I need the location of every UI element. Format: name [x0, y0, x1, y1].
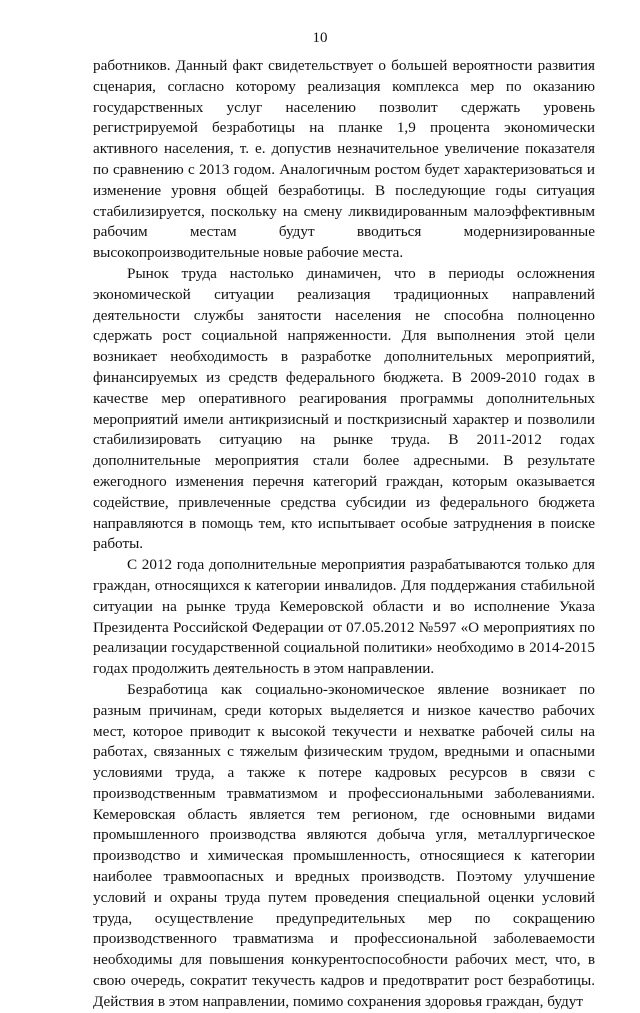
paragraph-labor-market: Рынок труда настолько динамичен, что в периоды осложнения экономической ситуации реализация традиционных направлений деятельности службы занятости населения не способна полноценно сдержать рост социальной напряженности. Для выполнения этой цели возникает необходимость в разработке дополнительных мероприятий, финансируемых из средств федерального бюджета. В 2009-2010 годах в качестве мер оперативного реагирования программы дополнительных мероприятий имели антикризисный и посткризисный характер и позволили стабилизировать ситуацию на рынке труда. В 2011-2012 годах дополнительные мероприятия стали более адресными. В результате ежегодного изменения перечня категорий граждан, которым оказывается содействие, привлеченные средства субсидии из федерального бюджета направляются в помощь тем, кто испытывает особые затруднения в поиске работы.	[93, 264, 595, 553]
paragraph-unemployment-causes: Безработица как социально-экономическое явление возникает по разным причинам, среди которых выделяется и низкое качество рабочих мест, которое приводит к высокой текучести и нехватке рабочей силы на работах, связанных с тяжелым физическим трудом, вредными и опасными условиями труда, а также к потере кадровых ресурсов в связи с производственным травматизмом и профессиональными заболеваниями. Кемеровская область является тем регионом, где основными видами промышленного производства являются добыча угля, металлургическое производство и химическая промышленность, относящиеся к категории наиболее травмоопасных и вредных производств. Поэтому улучшение условий и охраны труда путем проведения специальной оценки условий труда, осуществление предупредительных мер по сокращению производственного травматизма и профессиональной заболеваемости необходимы для повышения конкурентоспособности рабочих мест, что, в свою очередь, сократит текучесть кадров и предотвратит рост безработицы. Действия в этом направлении, помимо сохранения здоровья граждан, будут	[93, 680, 595, 1010]
document-body	[93, 56, 595, 1013]
page-number: 10	[312, 30, 328, 46]
paragraph-continuation: работников. Данный факт свидетельствует о большей вероятности развития сценария, согласно которому реализация комплекса мер по оказанию государственных услуг населению позволит сдержать уровень регистрируемой безработицы на планке 1,9 процента экономически активного населения, т. е. допустив незначительное увеличение показателя по сравнению с 2013 годом. Аналогичным ростом будет характеризоваться и изменение уровня общей безработицы. В последующие годы ситуация стабилизируется, поскольку на смену ликвидированным малоэффективным рабочим местам будут вводиться модернизированные высокопроизводительные новые рабочие места.	[93, 57, 595, 262]
paragraph-disabled-measures: С 2012 года дополнительные мероприятия разрабатываются только для граждан, относящихся к категории инвалидов. Для поддержания стабильной ситуации на рынке труда Кемеровской области и во исполнение Указа Президента Российской Федерации от 07.05.2012 №597 «О мероприятиях по реализации государственной социальной политики» необходимо в 2014-2015 годах продолжить деятельность в этом направлении.	[93, 556, 595, 678]
